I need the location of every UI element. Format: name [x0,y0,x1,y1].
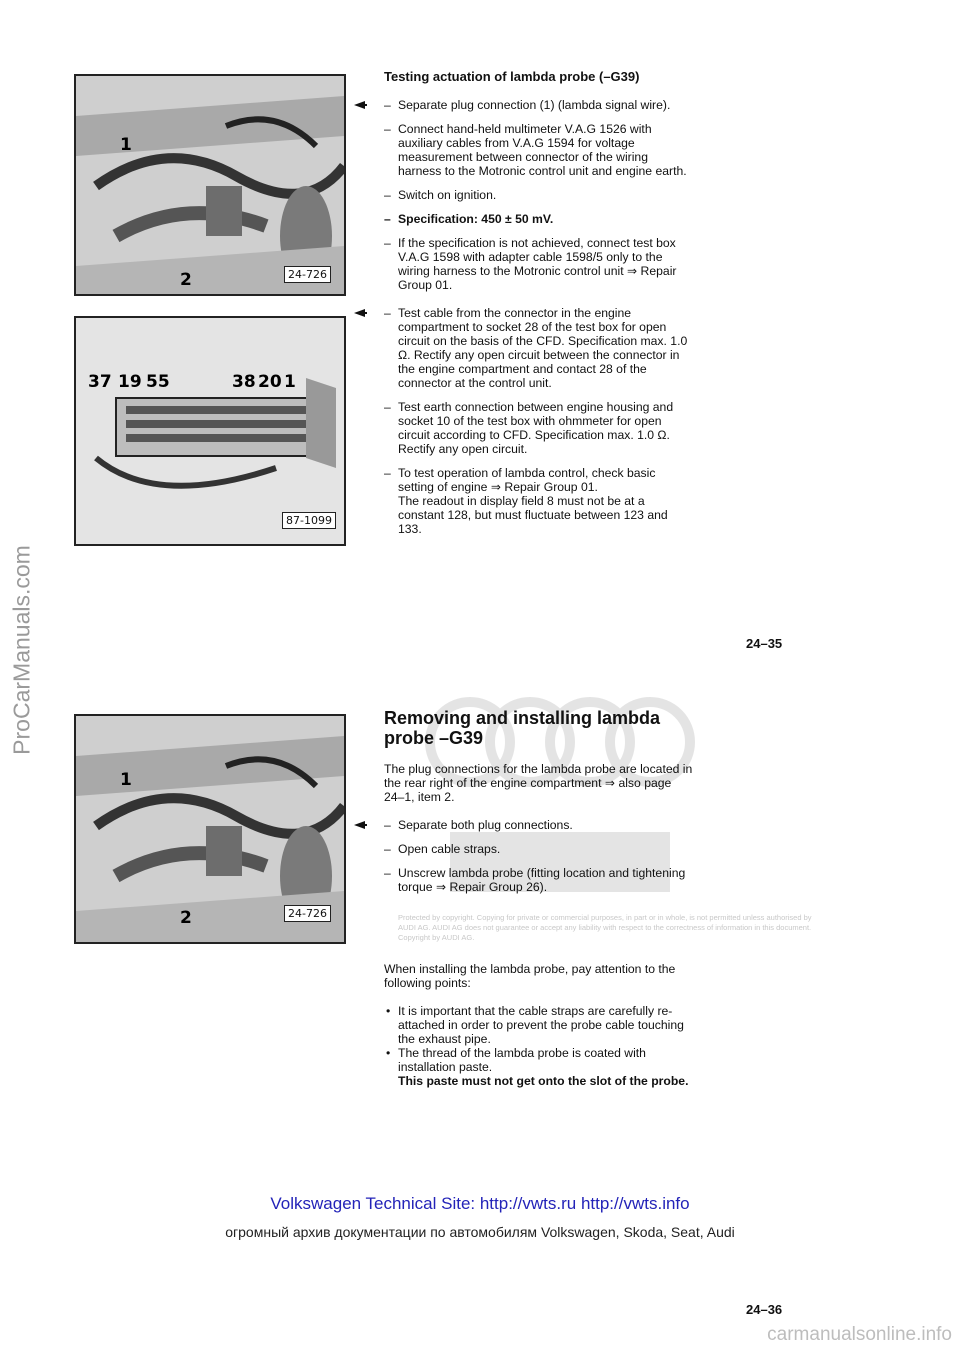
fig1-reference: 24-726 [284,266,331,283]
section2-intro: The plug connections for the lambda probe are located in the rear right of the engine compartment ⇒ also page 24–1, item 2. [384,762,693,804]
section1-step: – Connect hand-held multimeter V.A.G 1526 with auxiliary cables from V.A.G 1594 for voltage measurement between connector of the wiring harness to the Motronic control unit and engine earth. [384,122,689,178]
section1-step: – Switch on ignition. [384,188,689,202]
bottom-brand-watermark: carmanualsonline.info [767,1324,952,1345]
section1-title: Testing actuation of lambda probe (–G39) [384,69,640,84]
installation-notes [384,962,694,1098]
section2-step: – Separate both plug connections. [384,818,694,832]
section-testing-actuation [384,70,689,546]
engine-photo-plug-connection [74,74,346,296]
footer-archive-note: огромный архив документации по автомобилям Volkswagen, Skoda, Seat, Audi [225,1224,735,1240]
fig1-callout-1: 1 [120,135,132,155]
installation-warning: This paste must not get onto the slot of the probe. [398,1074,689,1088]
fig2-reference: 87-1099 [282,512,336,529]
fig2-callout-20: 20 [258,372,282,392]
section-removing-installing [384,708,694,904]
footer-site-links[interactable]: Volkswagen Technical Site: http://vwts.ru http://vwts.info [270,1194,690,1213]
fig2-callout-19: 19 [118,372,142,392]
section1-step: – Specification: 450 ± 50 mV. [384,212,689,226]
page-number-upper: 24–35 [746,636,783,651]
figure-pointer-arrow-icon [354,309,365,317]
section2-step: – Unscrew lambda probe (fitting location and tightening torque ⇒ Repair Group 26). [384,866,694,894]
installation-bullet: • It is important that the cable straps are carefully re-attached in order to prevent the probe cable touching the exhaust pipe. [384,1004,694,1046]
section1-step: – To test operation of lambda control, check basic setting of engine ⇒ Repair Group 01. [384,466,689,494]
section2-title: Removing and installing lambda probe –G39 [384,708,661,748]
section1-step: – Test earth connection between engine housing and socket 10 of the test box with ohmmeter for open circuit according to CFD. Specification max. 1.0 Ω. Rectify any open circuit. [384,400,689,456]
fig2-callout-37: 37 [88,372,112,392]
fig3-callout-1: 1 [120,770,132,790]
fig2-callout-55: 55 [146,372,170,392]
section1-step: – Test cable from the connector in the engine compartment to socket 28 of the test box for open circuit on the basis of the CFD. Specification max. 1.0 Ω. Rectify any open circuit between the connector in the engine compartment and contact 28 of the connector at the control unit. [384,306,689,390]
fig2-callout-38: 38 [232,372,256,392]
section1-step: – Separate plug connection (1) (lambda signal wire). [384,98,689,112]
installation-note: When installing the lambda probe, pay attention to the following points: [384,962,676,990]
fig3-callout-2: 2 [180,908,192,928]
section1-readout-note: The readout in display field 8 must not be at a constant 128, but must fluctuate between 123 and 133. [398,494,668,536]
section1-step: – If the specification is not achieved, connect test box V.A.G 1598 with adapter cable 1598/5 only to the wiring harness to the Motronic control unit ⇒ Repair Group 01. [384,236,689,292]
figure-pointer-arrow-icon [354,101,365,109]
copyright-notice: Protected by copyright. Copying for private or commercial purposes, in part or in whole, is not permitted unless authorised by AUDI AG. AUDI AG does not guarantee or accept any liability with respect to the correctness of information in this document. Copyright by AUDI AG. [398,913,812,942]
page-number-lower: 24–36 [746,1302,783,1317]
fig3-reference: 24-726 [284,905,331,922]
installation-bullet: • The thread of the lambda probe is coated with installation paste. [384,1046,694,1074]
fig1-callout-2: 2 [180,270,192,290]
section2-step: – Open cable straps. [384,842,694,856]
side-brand-watermark: ProCarManuals.com [8,545,35,755]
figure-pointer-arrow-icon [354,821,365,829]
fig2-callout-1: 1 [284,372,296,392]
